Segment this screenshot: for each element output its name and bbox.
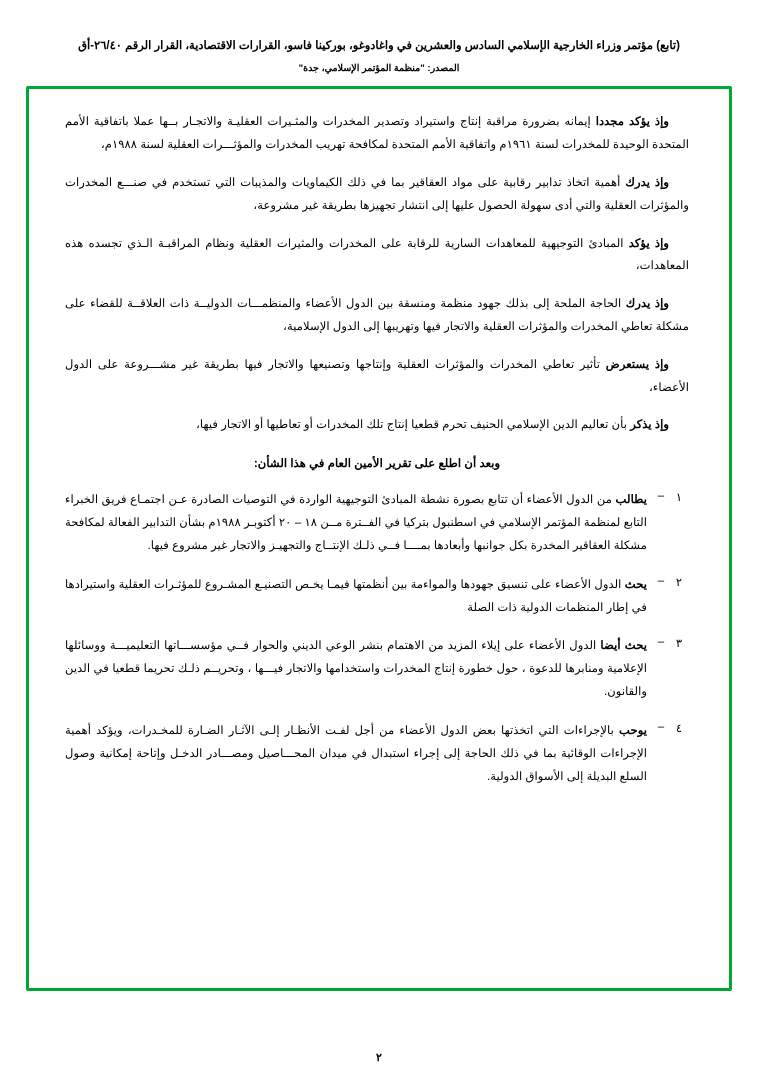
preamble-lead: وإذ يذكر <box>630 418 669 432</box>
item-number: ٢ <box>675 576 683 589</box>
source-line: المصدر: "منظمة المؤتمر الإسلامي، جدة" <box>298 63 460 75</box>
preamble-paragraph <box>65 414 689 437</box>
content-frame <box>26 86 732 991</box>
item-body: الدول الأعضاء على تنسيق جهودها والمواءمة بين أنظمتها فيمـا يخـص التصنيـع المشـروع للمؤثـرات العقلية واستيرادها في إطار المنظمات الدولية ذات الصلة <box>65 577 647 614</box>
list-item <box>65 635 689 703</box>
preamble-lead: وإذ يؤكد مجددا <box>595 115 669 129</box>
preamble-body: أهمية اتخاذ تدابير رقابية على مواد العقاقير بما في ذلك الكيماويات والمذيبات التي تستخدم في صنـــع المخدرات والمؤثرات العقلية والتي أدى سهولة الحصول عليها إلى انتشار تجهيزها بطريقة غير مشروعة، <box>65 175 689 212</box>
preamble-lead: وإذ يدرك <box>625 175 669 189</box>
item-lead: يوحب <box>619 723 647 737</box>
item-lead: يحث <box>624 577 647 591</box>
item-body: الدول الأعضاء على إيلاء المزيد من الاهتمام بنشر الوعي الديني والحوار فــي مؤسســـاتها التعليميـــة ووسائلها الإعلامية ومنابرها للدعوة ، حول خطورة إنتاج المخدرات واستخدامها والاتجار فيـــها ، وتحريــم ذلـك تحريما قطعيا في الدين والقانون. <box>65 639 647 699</box>
header-title-line: (تابع) مؤتمر وزراء الخارجية الإسلامي السادس والعشرين في واغادوغو، بوركينا فاسو، القرارات الاقتصادية، القرار الرقم ٢٦/٤٠-أق <box>78 40 680 52</box>
list-item <box>65 574 689 620</box>
preamble-paragraph <box>65 233 689 279</box>
item-lead: يطالب <box>615 493 647 507</box>
preamble-body: الحاجة الملحة إلى بذلك جهود منظمة ومنسقة بين الدول الأعضاء والمنظمـــات الدوليــة ذات العلاقــة للقضاء على مشكلة تعاطي المخدرات والمؤثرات العقلية والاتجار فيها وتهريبها إلى الدول الإسلامية، <box>65 297 689 333</box>
page-number: ٢ <box>376 1052 382 1064</box>
item-text <box>65 635 653 703</box>
item-body: بالإجراءات التي اتخذتها بعض الدول الأعضاء من أجل لفـت الأنظـار إلـى الآثـار الضـارة للمخـدرات، ويؤكد أهمية الإجراءات الوقائية بما في ذلك الحاجة إلى إجراء استبدال في ميدان المحـــاصيل ومصـــادر الدخـل وإتاحة إمكانية وصول السلع البديلة إلى الأسواق الدولية. <box>65 723 647 783</box>
item-lead: يحث أيضا <box>600 639 648 653</box>
item-text <box>65 489 653 557</box>
item-number: ٤ <box>675 722 683 735</box>
item-dash: – <box>657 720 665 733</box>
page-header <box>26 38 732 55</box>
item-number: ١ <box>675 492 683 505</box>
preamble-body: المبادئ التوجيهية للمعاهدات السارية للرقابة على المخدرات والمثيرات العقلية ونظام المراقبـة الـذي تجسده هذه المعاهدات، <box>65 236 689 273</box>
after-that-line: وبعد أن اطلع على تقرير الأمين العام في هذا الشأن: <box>253 457 501 471</box>
list-item <box>65 489 689 557</box>
item-dash: – <box>657 574 665 587</box>
preamble-paragraph <box>65 354 689 400</box>
resolution-items <box>65 489 689 788</box>
preamble-paragraph <box>65 111 689 157</box>
preamble-body: تأثير تعاطي المخدرات والمؤثرات العقلية وإنتاجها وتصنيعها والاتجار فيها بطريقة غير مشـــروعة على الدول الأعضاء، <box>65 357 689 394</box>
preamble-paragraph <box>65 293 689 339</box>
preamble-lead: وإذ يدرك <box>625 297 669 311</box>
item-number: ٣ <box>675 638 683 651</box>
preamble-lead: وإذ يؤكد <box>628 236 669 250</box>
item-text <box>65 720 653 788</box>
list-item <box>65 720 689 788</box>
item-body: من الدول الأعضاء أن تتابع بصورة نشطة المبادئ التوجيهية الواردة في التوصيات الصادرة عـن اجتمـاع فريق الخبراء التابع لمنظمة المؤتمر الإسلامي في اسطنبول بتركيا في الفــترة مــن ١٨ – ٢٠ أكتوبـر ١٩٨٨م بشأن التدابير الفعالة لمكافحة مشكلة العقاقير المخدرة بكل جوانبها وأبعادها بمــــا فــي ذلـك الإنتــاج والتجهيـز والاتجار غير مشروع فيها. <box>65 493 647 553</box>
preamble-body: بأن تعاليم الدين الإسلامي الحنيف تحرم قطعيا إنتاج تلك المخدرات أو تعاطيها أو الاتجار فيها، <box>196 418 631 432</box>
preamble-paragraph <box>65 172 689 218</box>
item-text <box>65 574 653 620</box>
item-dash: – <box>657 636 665 649</box>
preamble-body: إيمانه بضرورة مراقبة إنتاج واستيراد وتصدير المخدرات والمثـيرات العقليـة والاتجـار بــها عملا باتفاقية الأمم المتحدة الوحيدة للمخدرات لسنة ١٩٦١م واتفاقية الأمم المتحدة لمكافحة تهريب المخدرات والمؤثـــرات العقلية لسنة ١٩٨٨م، <box>65 115 689 152</box>
preamble-lead: وإذ يستعرض <box>605 357 669 371</box>
item-dash: – <box>657 490 665 503</box>
